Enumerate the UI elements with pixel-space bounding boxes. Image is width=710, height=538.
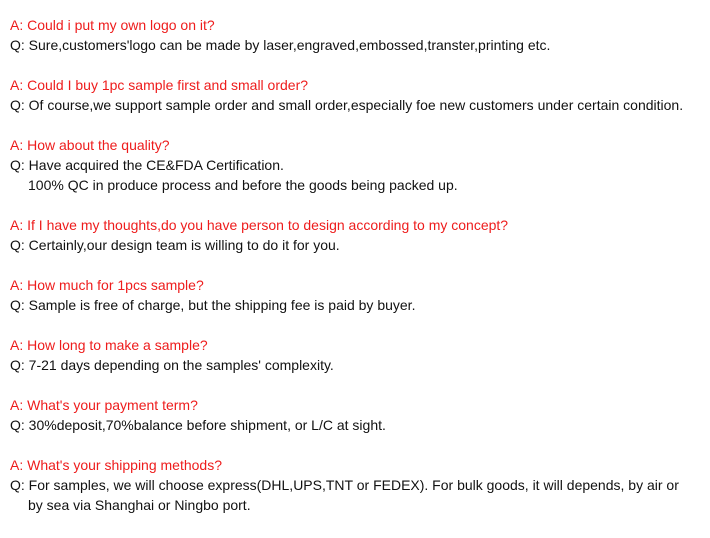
faq-item-shipping: [10, 455, 700, 515]
faq-item-sample-price: [10, 275, 700, 315]
faq-answer: Q: Of course,we support sample order and small order,especially foe new customers under certain condition.: [10, 97, 684, 113]
faq-question: A: What's your payment term?: [10, 397, 198, 413]
faq-item-design: [10, 215, 700, 255]
faq-item-payment: [10, 395, 700, 435]
faq-answer: Q: Sure,customers'logo can be made by laser,engraved,embossed,transter,printing etc.: [10, 37, 551, 53]
faq-item-logo: [10, 15, 700, 55]
faq-answer: Q: Sample is free of charge, but the shipping fee is paid by buyer.: [10, 297, 416, 313]
faq-answer-continued: 100% QC in produce process and before the goods being packed up.: [28, 177, 458, 193]
faq-question: A: How about the quality?: [10, 137, 170, 153]
faq-answer: Q: 30%deposit,70%balance before shipment, or L/C at sight.: [10, 417, 386, 433]
faq-question: A: What's your shipping methods?: [10, 457, 223, 473]
faq-answer: Q: Certainly,our design team is willing to do it for you.: [10, 237, 340, 253]
faq-answer: Q: For samples, we will choose express(DHL,UPS,TNT or FEDEX). For bulk goods, it will depends, by air or: [10, 477, 679, 493]
faq-answer: Q: 7-21 days depending on the samples' complexity.: [10, 357, 334, 373]
faq-question: A: How much for 1pcs sample?: [10, 277, 204, 293]
faq-item-sample-order: [10, 75, 700, 115]
faq-question: A: Could i put my own logo on it?: [10, 17, 215, 33]
faq-item-sample-time: [10, 335, 700, 375]
faq-question: A: If I have my thoughts,do you have person to design according to my concept?: [10, 217, 509, 233]
faq-item-quality: [10, 135, 700, 195]
faq-answer-continued: by sea via Shanghai or Ningbo port.: [28, 497, 251, 513]
faq-answer: Q: Have acquired the CE&FDA Certification.: [10, 157, 284, 173]
faq-list: [10, 15, 700, 535]
faq-question: A: How long to make a sample?: [10, 337, 208, 353]
faq-question: A: Could I buy 1pc sample first and small order?: [10, 77, 309, 93]
